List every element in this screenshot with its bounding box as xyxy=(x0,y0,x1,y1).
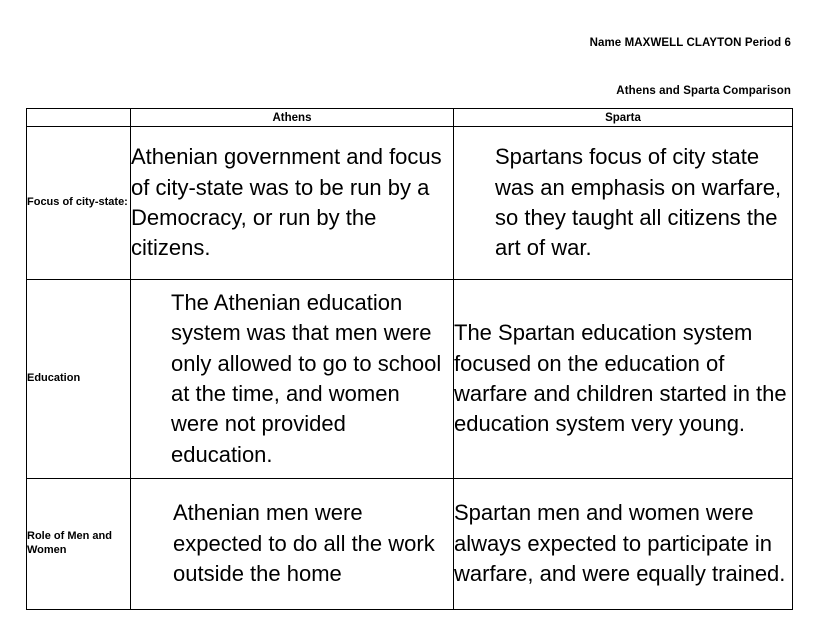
table-row xyxy=(27,280,793,479)
cell-education-sparta: The Spartan education system focused on the education of warfare and children started in the education system very young. xyxy=(454,280,793,479)
cell-education-athens: The Athenian education system was that men were only allowed to go to school at the time, and women were not provided education. xyxy=(131,280,454,479)
comparison-table-container xyxy=(26,108,792,610)
row-label-focus: Focus of city-state: xyxy=(27,127,131,280)
row-label-roles: Role of Men and Women xyxy=(27,479,131,610)
table-header-row xyxy=(27,109,793,127)
column-header-athens: Athens xyxy=(131,109,454,127)
comparison-table xyxy=(26,108,793,610)
cell-roles-athens: Athenian men were expected to do all the work outside the home xyxy=(131,479,454,610)
student-name-header: Name MAXWELL CLAYTON Period 6 xyxy=(589,37,791,49)
row-label-education: Education xyxy=(27,280,131,479)
table-row xyxy=(27,479,793,610)
cell-focus-athens: Athenian government and focus of city-state was to be run by a Democracy, or run by the citizens. xyxy=(131,127,454,280)
document-title: Athens and Sparta Comparison xyxy=(616,85,791,97)
cell-roles-sparta: Spartan men and women were always expected to participate in warfare, and were equally trained. xyxy=(454,479,793,610)
cell-focus-sparta: Spartans focus of city state was an emphasis on warfare, so they taught all citizens the art of war. xyxy=(454,127,793,280)
table-row xyxy=(27,127,793,280)
column-header-sparta: Sparta xyxy=(454,109,793,127)
table-corner-cell xyxy=(27,109,131,127)
